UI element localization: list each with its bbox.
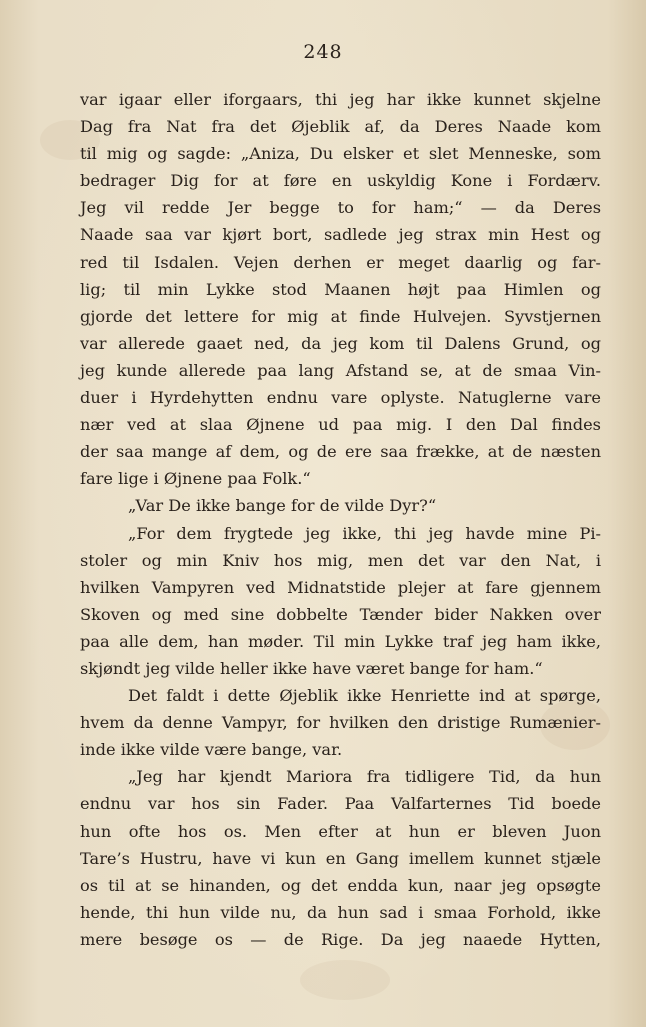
text-line: der saa mange af dem, og de ere saa frække, at de næsten [80, 442, 601, 462]
text-line: os til at se hinanden, og det endda kun, naar jeg opsøgte [80, 875, 601, 895]
text-line: duer i Hyrdehytten endnu vare oplyste. Natuglerne vare [80, 388, 601, 408]
text-line: skjøndt jeg vilde heller ikke have været bange for ham.“ [80, 658, 543, 678]
text-line: inde ikke vilde være bange, var. [80, 740, 343, 760]
text-line: bedrager Dig for at føre en uskyldig Kone i Fordærv. [80, 171, 601, 191]
text-line: hvem da denne Vampyr, for hvilken den dristige Rumænier- [80, 713, 601, 733]
text-line: paa alle dem, han møder. Til min Lykke traf jeg ham ikke, [80, 631, 601, 651]
text-line: gjorde det lettere for mig at finde Hulvejen. Syvstjernen [80, 306, 601, 326]
text-line: Dag fra Nat fra det Øjeblik af, da Deres Naade kom [80, 117, 601, 137]
text-line: hvilken Vampyren ved Midnatstide plejer at fare gjennem [80, 577, 601, 597]
text-line: mere besøge os — de Rige. Da jeg naaede Hytten, [80, 929, 601, 949]
text-line: „Var De ikke bange for de vilde Dyr?“ [128, 496, 437, 516]
text-line: til mig og sagde: „Aniza, Du elsker et slet Menneske, som [80, 144, 601, 164]
page-number: 248 [303, 41, 343, 63]
text-line: nær ved at slaa Øjnene ud paa mig. I den Dal findes [80, 415, 601, 435]
text-line: var allerede gaaet ned, da jeg kom til Dalens Grund, og [80, 333, 601, 353]
text-line: stoler og min Kniv hos mig, men det var den Nat, i [80, 550, 601, 570]
body-text [80, 86, 601, 953]
text-line: Det faldt i dette Øjeblik ikke Henriette ind at spørge, [128, 686, 601, 706]
text-line: „Jeg har kjendt Mariora fra tidligere Tid, da hun [128, 767, 601, 787]
text-line: Jeg vil redde Jer begge to for ham;“ — da Deres [80, 198, 601, 218]
text-line: fare lige i Øjnene paa Folk.“ [80, 469, 311, 489]
text-line: Tare’s Hustru, have vi kun en Gang imellem kunnet stjæle [80, 848, 601, 868]
text-line: jeg kunde allerede paa lang Afstand se, at de smaa Vin- [80, 360, 601, 380]
text-line: Skoven og med sine dobbelte Tænder bider Nakken over [80, 604, 601, 624]
text-line: Naade saa var kjørt bort, sadlede jeg strax min Hest og [80, 225, 601, 245]
text-line: lig; til min Lykke stod Maanen højt paa Himlen og [80, 279, 601, 299]
text-line: endnu var hos sin Fader. Paa Valfarternes Tid boede [80, 794, 601, 814]
text-line: var igaar eller iforgaars, thi jeg har ikke kunnet skjelne [80, 90, 601, 109]
text-line: red til Isdalen. Vejen derhen er meget daarlig og far- [80, 252, 601, 272]
text-line: hun ofte hos os. Men efter at hun er bleven Juon [80, 821, 601, 841]
text-line: hende, thi hun vilde nu, da hun sad i smaa Forhold, ikke [80, 902, 601, 922]
paper-stain [300, 960, 390, 1000]
text-line: „For dem frygtede jeg ikke, thi jeg havde mine Pi- [128, 523, 601, 543]
